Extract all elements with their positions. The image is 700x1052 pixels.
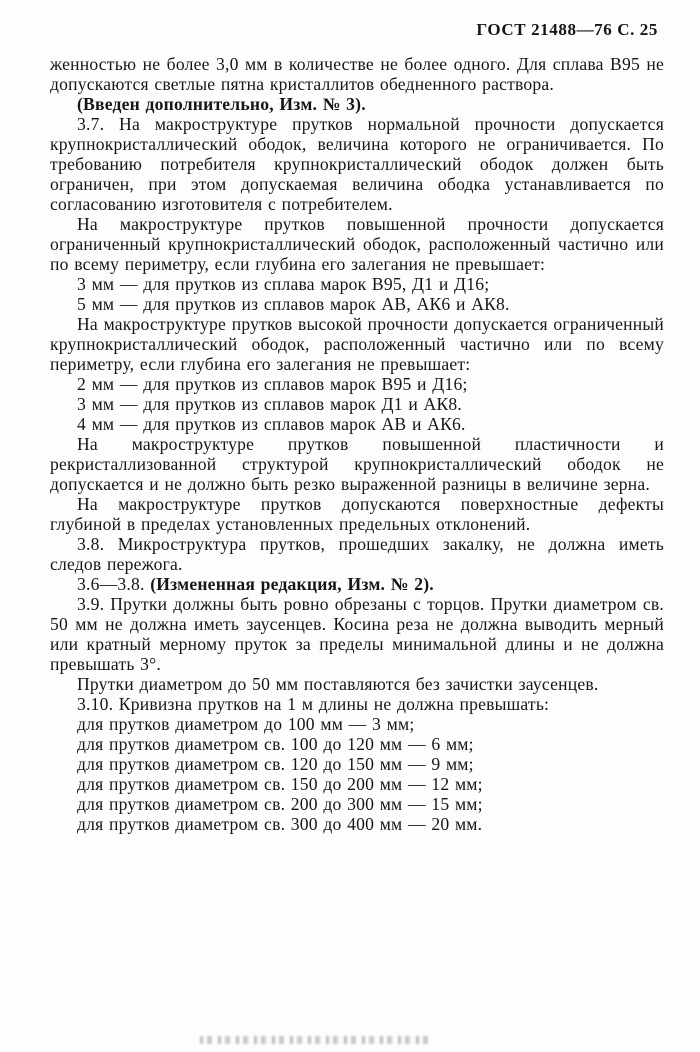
text-run: 2 мм — для прутков из сплавов марок В95 и Д16;: [77, 374, 468, 394]
document-body: [50, 54, 664, 834]
text-run: для прутков диаметром св. 100 до 120 мм — 6 мм;: [77, 734, 474, 754]
text-run: Прутки диаметром до 50 мм поставляются без зачистки заусенцев.: [77, 674, 599, 694]
text-run: На макроструктуре прутков допускаются поверхностные дефекты глубиной в пределах установленных предельных отклонений.: [50, 494, 664, 534]
paragraph: [50, 534, 664, 574]
text-run: 4 мм — для прутков из сплавов марок АВ и АК6.: [77, 414, 466, 434]
paragraph: [50, 54, 664, 94]
text-run: 3.7. На макроструктуре прутков нормальной прочности допускается крупнокристаллический ободок, величина которого не ограничивается. По требованию потребителя крупнокристаллический ободок должен быть ограничен, при этом допускаемая величина ободка устанавливается по согласованию изготовителя с потребителем.: [50, 114, 664, 214]
paragraph: [50, 734, 664, 754]
page-header: [476, 20, 658, 40]
text-run: 3.6—3.8.: [77, 574, 151, 594]
paragraph: [50, 814, 664, 834]
paragraph: [50, 374, 664, 394]
text-run: женностью не более 3,0 мм в количестве не более одного. Для сплава В95 не допускаются светлые пятна кристаллитов обедненного раствора.: [50, 54, 664, 94]
paragraph: [50, 714, 664, 734]
text-run: 3 мм — для прутков из сплава марок В95, Д1 и Д16;: [77, 274, 490, 294]
paragraph: [50, 274, 664, 294]
text-run: 3.10. Кривизна прутков на 1 м длины не должна превышать:: [77, 694, 550, 714]
paragraph: [50, 114, 664, 214]
text-run: для прутков диаметром св. 300 до 400 мм — 20 мм.: [77, 814, 483, 834]
scan-artifact: [200, 1036, 430, 1044]
paragraph: [50, 434, 664, 494]
text-run: 5 мм — для прутков из сплавов марок АВ, АК6 и АК8.: [77, 294, 510, 314]
paragraph: [50, 94, 664, 114]
paragraph: [50, 394, 664, 414]
paragraph: [50, 414, 664, 434]
paragraph: [50, 594, 664, 674]
paragraph: [50, 774, 664, 794]
text-run: (Измененная редакция, Изм. № 2).: [150, 574, 434, 594]
text-run: 3 мм — для прутков из сплавов марок Д1 и АК8.: [77, 394, 462, 414]
text-run: для прутков диаметром св. 150 до 200 мм — 12 мм;: [77, 774, 483, 794]
text-run: На макроструктуре прутков повышенной прочности допускается ограниченный крупнокристаллический ободок, расположенный частично или по всему периметру, если глубина его залегания не превышает:: [50, 214, 664, 274]
text-run: 3.8. Микроструктура прутков, прошедших закалку, не должна иметь следов пережога.: [50, 534, 664, 574]
text-run: для прутков диаметром св. 200 до 300 мм — 15 мм;: [77, 794, 483, 814]
text-run: На макроструктуре прутков повышенной пластичности и рекристаллизованной структурой крупнокристаллический ободок не допускается и не должно быть резко выраженной разницы в величине зерна.: [50, 434, 664, 494]
text-run: для прутков диаметром до 100 мм — 3 мм;: [77, 714, 415, 734]
paragraph: [50, 754, 664, 774]
paragraph: [50, 314, 664, 374]
paragraph: [50, 574, 664, 594]
paragraph: [50, 214, 664, 274]
paragraph: [50, 694, 664, 714]
paragraph: [50, 294, 664, 314]
text-run: На макроструктуре прутков высокой прочности допускается ограниченный крупнокристаллический ободок, расположенный частично или по всему периметру, если глубина его залегания не превышает:: [50, 314, 664, 374]
gost-number-label: ГОСТ 21488—76 С. 25: [476, 20, 658, 39]
paragraph: [50, 794, 664, 814]
paragraph: [50, 494, 664, 534]
text-run: (Введен дополнительно, Изм. № 3).: [77, 94, 366, 114]
text-run: 3.9. Прутки должны быть ровно обрезаны с торцов. Прутки диаметром св. 50 мм не должна иметь заусенцев. Косина реза не должна выводить мерный или кратный мерному пруток за пределы минимальной длины и не должна превышать 3°.: [50, 594, 664, 674]
paragraph: [50, 674, 664, 694]
text-run: для прутков диаметром св. 120 до 150 мм — 9 мм;: [77, 754, 474, 774]
